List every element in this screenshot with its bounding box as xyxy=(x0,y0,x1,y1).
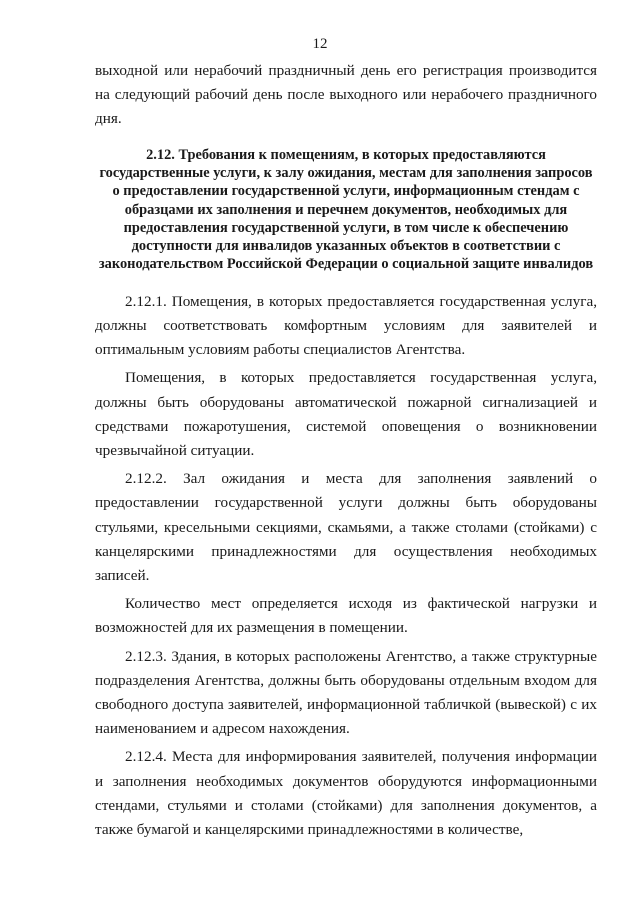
section-heading: 2.12. Требования к помещениям, в которых предоставляются государственные услуги, к залу ожидания, местам для заполнения запросов о предоставлении государственной услуги, информационным стендам с образцами их заполнения и перечнем документов, необходимых для предоставления государственной услуги, в том числе к обеспечению доступности для инвалидов указанных объектов в соответствии с законодательством Российской Федерации о социальной защите инвалидов xyxy=(98,146,594,273)
paragraph-2-12-2: 2.12.2. Зал ожидания и места для заполнения заявлений о предоставлении государственной услуги должны быть оборудованы стульями, кресельными секциями, скамьями, а также столами (стойками) с канцелярскими принадлежностями для осуществления необходимых записей. xyxy=(95,470,597,584)
paragraph-2-12-4: 2.12.4. Места для информирования заявителей, получения информации и заполнения необходимых документов оборудуются информационными стендами, стульями и столами (стойками) для заполнения документов, а также бумагой и канцелярскими принадлежностями в количестве, xyxy=(95,748,597,838)
page-body xyxy=(95,59,597,846)
continuation-paragraph: выходной или нерабочий праздничный день его регистрация производится на следующий рабочий день после выходного или нерабочего праздничного дня. xyxy=(95,62,597,128)
paragraph-2-12-3: 2.12.3. Здания, в которых расположены Агентство, а также структурные подразделения Агентства, должны быть оборудованы отдельным входом для свободного доступа заявителей, информационной табличкой (вывеской) с их наименованием и адресом нахождения. xyxy=(95,647,597,738)
page-number: 12 xyxy=(312,36,328,52)
paragraph-seat-count: Количество мест определяется исходя из фактической нагрузки и возможностей для их размещения в помещении. xyxy=(95,595,597,637)
paragraph-2-12-1: 2.12.1. Помещения, в которых предоставляется государственная услуга, должны соответствовать комфортным условиям для заявителей и оптимальным условиям работы специалистов Агентства. xyxy=(95,292,597,359)
paragraph-fire-safety: Помещения, в которых предоставляется государственная услуга, должны быть оборудованы автоматической пожарной сигнализацией и средствами пожаротушения, системой оповещения о возникновении чрезвычайной ситуации. xyxy=(95,369,597,459)
